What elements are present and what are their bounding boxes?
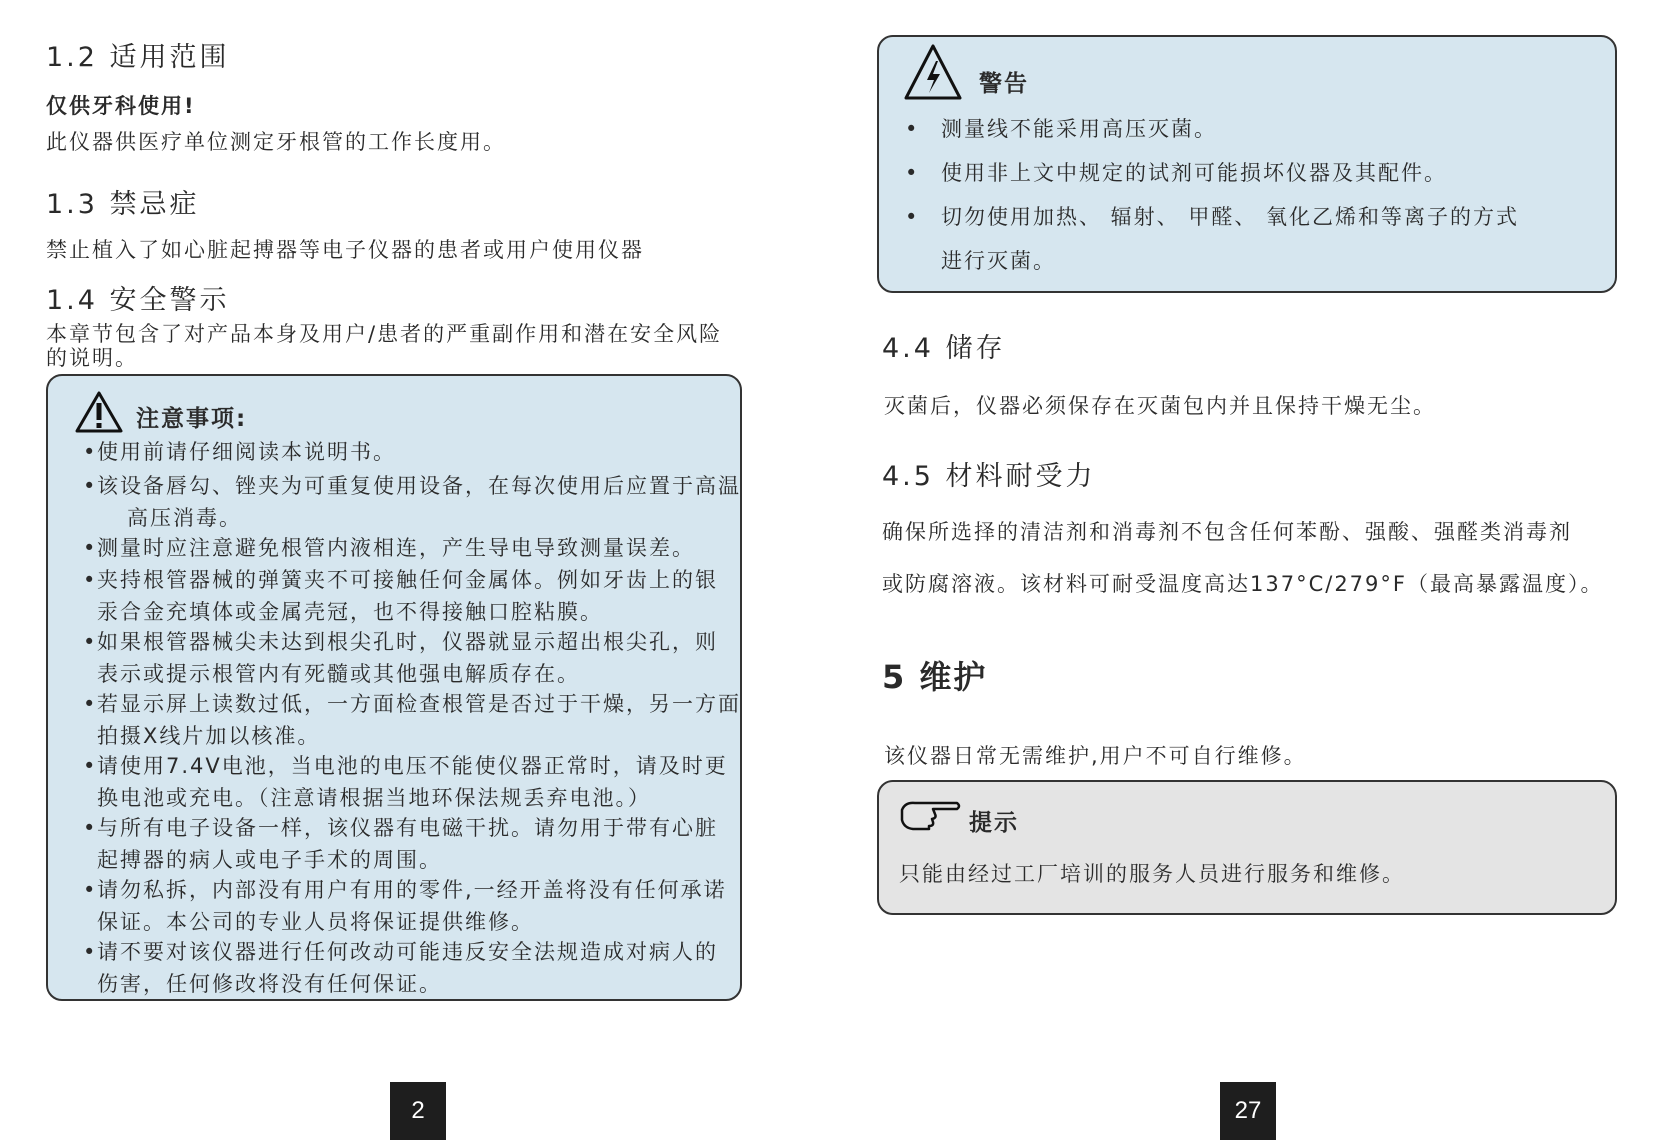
caution-item: • 如果根管器械尖未达到根尖孔时，仪器就显示超出根尖孔，则 表示或提示根管内有死髓或其他强电解质存在。 — [83, 630, 718, 686]
section-1-3-title: 1.3 禁忌症 — [46, 189, 200, 220]
warning-triangle-icon — [74, 390, 124, 434]
caution-title: 注意事项: — [136, 406, 248, 432]
section-5-title: 5 维护 — [882, 658, 988, 696]
storage-text: 灭菌后，仪器必须保存在灭菌包内并且保持干燥无尘。 — [884, 394, 1436, 418]
safety-intro-line-1: 本章节包含了对产品本身及用户/患者的严重副作用和潜在安全风险 — [46, 322, 723, 346]
contraindication-text: 禁止植入了如心脏起搏器等电子仪器的患者或用户使用仪器 — [46, 238, 644, 262]
caution-item: • 与所有电子设备一样，该仪器有电磁干扰。请勿用于带有心脏 起搏器的病人或电子手术的周围。 — [83, 816, 718, 872]
warning-box — [877, 35, 1617, 293]
caution-item: • 该设备唇勾、锉夹为可重复使用设备，在每次使用后应置于高温 高压消毒。 — [83, 474, 741, 530]
caution-item: • 请使用7.4V电池，当电池的电压不能使仪器正常时，请及时更 换电池或充电。（注意请根据当地环保法规丢弃电池。） — [83, 754, 728, 810]
pointing-hand-icon — [899, 798, 963, 832]
warning-item: • 切勿使用加热、 辐射、 甲醛、 氧化乙烯和等离子的方式 进行灭菌。 — [905, 205, 1520, 273]
warning-item: • 测量线不能采用高压灭菌。 — [905, 117, 1217, 141]
caution-item: • 测量时应注意避免根管内液相连，产生导电导致测量误差。 — [83, 536, 695, 560]
page-number-left: 2 — [390, 1082, 446, 1140]
maintenance-text: 该仪器日常无需维护,用户不可自行维修。 — [884, 744, 1307, 768]
tip-title: 提示 — [969, 810, 1019, 836]
caution-item: • 使用前请仔细阅读本说明书。 — [83, 440, 396, 464]
safety-intro-text — [46, 322, 722, 370]
caution-box — [46, 374, 742, 1001]
caution-item: • 请不要对该仪器进行任何改动可能违反安全法规造成对病人的 伤害，任何修改将没有任何保证。 — [83, 940, 718, 996]
material-text-line-2: 或防腐溶液。该材料可耐受温度高达137°C/279°F（最高暴露温度）。 — [882, 572, 1604, 596]
caution-item: • 请勿私拆，内部没有用户有用的零件,一经开盖将没有任何承诺 保证。本公司的专业人员将保证提供维修。 — [83, 878, 727, 934]
section-1-4-title: 1.4 安全警示 — [46, 285, 230, 316]
material-text-line-1: 确保所选择的清洁剂和消毒剂不包含任何苯酚、强酸、强醛类消毒剂 — [882, 520, 1572, 544]
safety-intro-line-2: 的说明。 — [46, 346, 138, 370]
page-number-right: 27 — [1220, 1082, 1276, 1140]
tip-text: 只能由经过工厂培训的服务人员进行服务和维修。 — [899, 862, 1405, 886]
section-1-2-title: 1.2 适用范围 — [46, 42, 230, 73]
high-voltage-warning-icon — [903, 43, 963, 103]
caution-item: • 若显示屏上读数过低，一方面检查根管是否过于干燥，另一方面 拍摄X线片加以核准。 — [83, 692, 741, 748]
dental-use-only-note: 仅供牙科使用! — [46, 94, 196, 118]
section-4-4-title: 4.4 储存 — [882, 333, 1006, 364]
warning-title: 警告 — [979, 71, 1029, 97]
scope-text: 此仪器供医疗单位测定牙根管的工作长度用。 — [46, 130, 506, 154]
warning-item: • 使用非上文中规定的试剂可能损坏仪器及其配件。 — [905, 161, 1447, 185]
section-4-5-title: 4.5 材料耐受力 — [882, 461, 1096, 492]
caution-item: • 夹持根管器械的弹簧夹不可接触任何金属体。例如牙齿上的银 汞合金充填体或金属壳冠，也不得接触口腔粘膜。 — [83, 568, 718, 624]
tip-box — [877, 780, 1617, 915]
